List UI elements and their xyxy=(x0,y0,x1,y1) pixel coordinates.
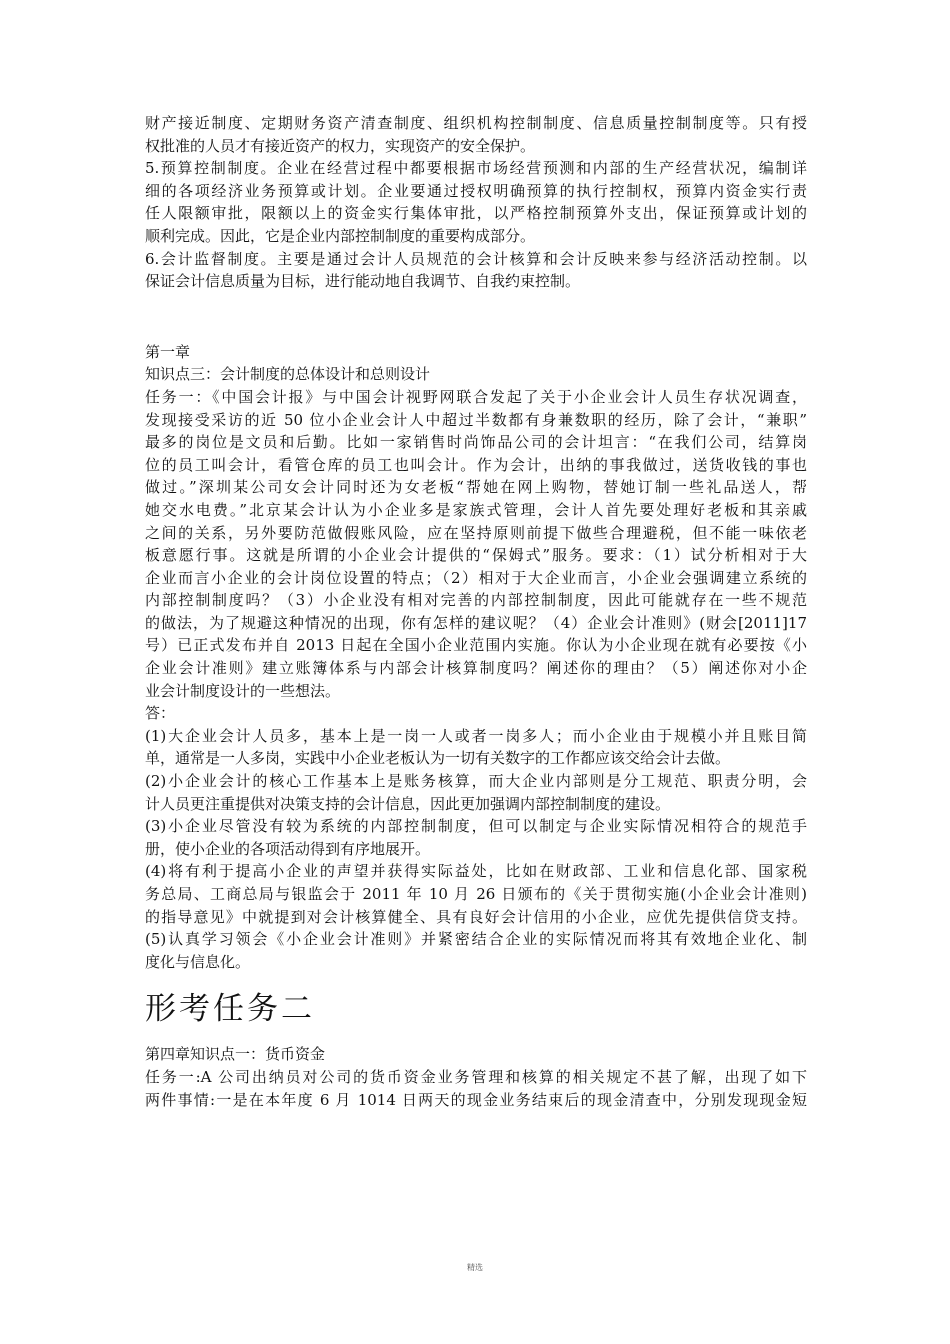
text-line: 企业会计准则》建立账簿体系与内部会计核算制度吗？阐述你的理由？（5）阐述你对小企 xyxy=(145,659,807,678)
text-line: 单，通常是一人多岗，实践中小企业老板认为一切有关数字的工作都应该交给会计去做。 xyxy=(145,749,731,768)
paragraph-block-chapter-four xyxy=(145,1043,807,1111)
section-title: 第四章知识点一：货币资金 xyxy=(145,1045,326,1064)
text-line: (1)大企业会计人员多，基本上是一岗一人或者一岗多人；而小企业由于规模小并且账目简 xyxy=(145,726,807,745)
text-line: 权批准的人员才有接近资产的权力，实现资产的安全保护。 xyxy=(145,136,536,155)
text-line: 之间的关系，另外要防范做假账风险，应在坚持原则前提下做些合理避税，但不能一味依老 xyxy=(145,523,807,542)
text-line: 做过。”深圳某公司女会计同时还为女老板“帮她在网上购物，替她订制一些礼品送人，帮 xyxy=(145,478,807,497)
section-title: 知识点三：会计制度的总体设计和总则设计 xyxy=(145,365,431,384)
text-line: (5)认真学习领会《小企业会计准则》并紧密结合企业的实际情况而将其有效地企业化、制 xyxy=(145,930,807,949)
page-footer: 精选 xyxy=(467,1263,483,1272)
text-line: 5.预算控制制度。企业在经营过程中都要根据市场经营预测和内部的生产经营状况，编制详 xyxy=(145,159,807,178)
text-line: 号）已正式发布并自 2013 日起在全国小企业范围内实施。你认为小企业现在就有必要按《小 xyxy=(145,636,807,655)
text-line: (2)小企业会计的核心工作基本上是账务核算，而大企业内部则是分工规范、职责分明，会 xyxy=(145,772,807,791)
text-line: 6.会计监督制度。主要是通过会计人员规范的会计核算和会计反映来参与经济活动控制。以 xyxy=(145,249,807,268)
text-line: 板意愿行事。这就是所谓的小企业会计提供的“保姆式”服务。要求：（1）试分析相对于大 xyxy=(145,546,807,565)
text-line: 任务一:A 公司出纳员对公司的货币资金业务管理和核算的相关规定不甚了解，出现了如下 xyxy=(145,1067,807,1086)
text-line: 细的各项经济业务预算或计划。企业要通过授权明确预算的执行控制权，预算内资金实行责 xyxy=(145,181,807,200)
chapter-title: 第一章 xyxy=(145,342,191,361)
text-line: 务总局、工商总局与银监会于 2011 年 10 月 26 日颁布的《关于贯彻实施(小企业会计准则) xyxy=(145,885,807,903)
text-line: 发现接受采访的近 50 位小企业会计人中超过半数都有身兼数职的经历，除了会计，“兼职” xyxy=(145,410,807,429)
text-line: 业会计制度设计的一些想法。 xyxy=(145,681,341,700)
text-line: 财产接近制度、定期财务资产清查制度、组织机构控制制度、信息质量控制制度等。只有授 xyxy=(145,114,807,132)
text-line: 度化与信息化。 xyxy=(145,952,251,971)
section-heading: 形考任务二 xyxy=(145,991,315,1028)
text-line: 册，使小企业的各项活动得到有序地展开。 xyxy=(145,839,431,858)
text-line: 内部控制制度吗？（3）小企业没有相对完善的内部控制制度，因此可能就存在一些不规范 xyxy=(145,591,807,610)
text-line: (4)将有利于提高小企业的声望并获得实际益处，比如在财政部、工业和信息化部、国家税 xyxy=(145,862,807,881)
text-line: (3)小企业尽管没有较为系统的内部控制制度，但可以制定与企业实际情况相符合的规范手 xyxy=(145,817,807,836)
text-line: 企业而言小企业的会计岗位设置的特点；（2）相对于大企业而言，小企业会强调建立系统的 xyxy=(145,568,807,587)
answer-label: 答： xyxy=(145,704,176,723)
paragraph-block-internal-control xyxy=(145,112,807,293)
text-line: 最多的岗位是文员和后勤。比如一家销售时尚饰品公司的会计坦言：“在我们公司，结算岗 xyxy=(145,433,807,452)
text-line: 保证会计信息质量为目标，进行能动地自我调节、自我约束控制。 xyxy=(145,272,581,291)
text-line: 计人员更注重提供对决策支持的会计信息，因此更加强调内部控制制度的建设。 xyxy=(145,794,671,813)
text-line: 的做法，为了规避这种情况的出现，你有怎样的建议呢？（4）企业会计准则》(财会[2011]17 xyxy=(145,613,807,632)
text-line: 任务一：《中国会计报》与中国会计视野网联合发起了关于小企业会计人员生存状况调查， xyxy=(145,387,807,406)
text-line: 她交水电费。”北京某会计认为小企业多是家族式管理，会计人首先要处理好老板和其亲戚 xyxy=(145,500,807,519)
document-body xyxy=(145,112,807,1111)
text-line: 的指导意见》中就提到对会计核算健全、具有良好会计信用的小企业，应优先提供信贷支持。 xyxy=(145,907,807,926)
spacer xyxy=(145,293,807,341)
text-line: 位的员工叫会计，看管仓库的员工也叫会计。作为会计，出纳的事我做过，送货收钱的事也 xyxy=(145,455,807,474)
text-line: 两件事情:一是在本年度 6 月 1014 日两天的现金业务结束后的现金清查中，分别发现现金短 xyxy=(145,1090,807,1109)
paragraph-block-chapter-one xyxy=(145,341,807,974)
text-line: 任人限额审批，限额以上的资金实行集体审批，以严格控制预算外支出，保证预算或计划的 xyxy=(145,204,807,223)
text-line: 顺利完成。因此，它是企业内部控制制度的重要构成部分。 xyxy=(145,226,536,245)
